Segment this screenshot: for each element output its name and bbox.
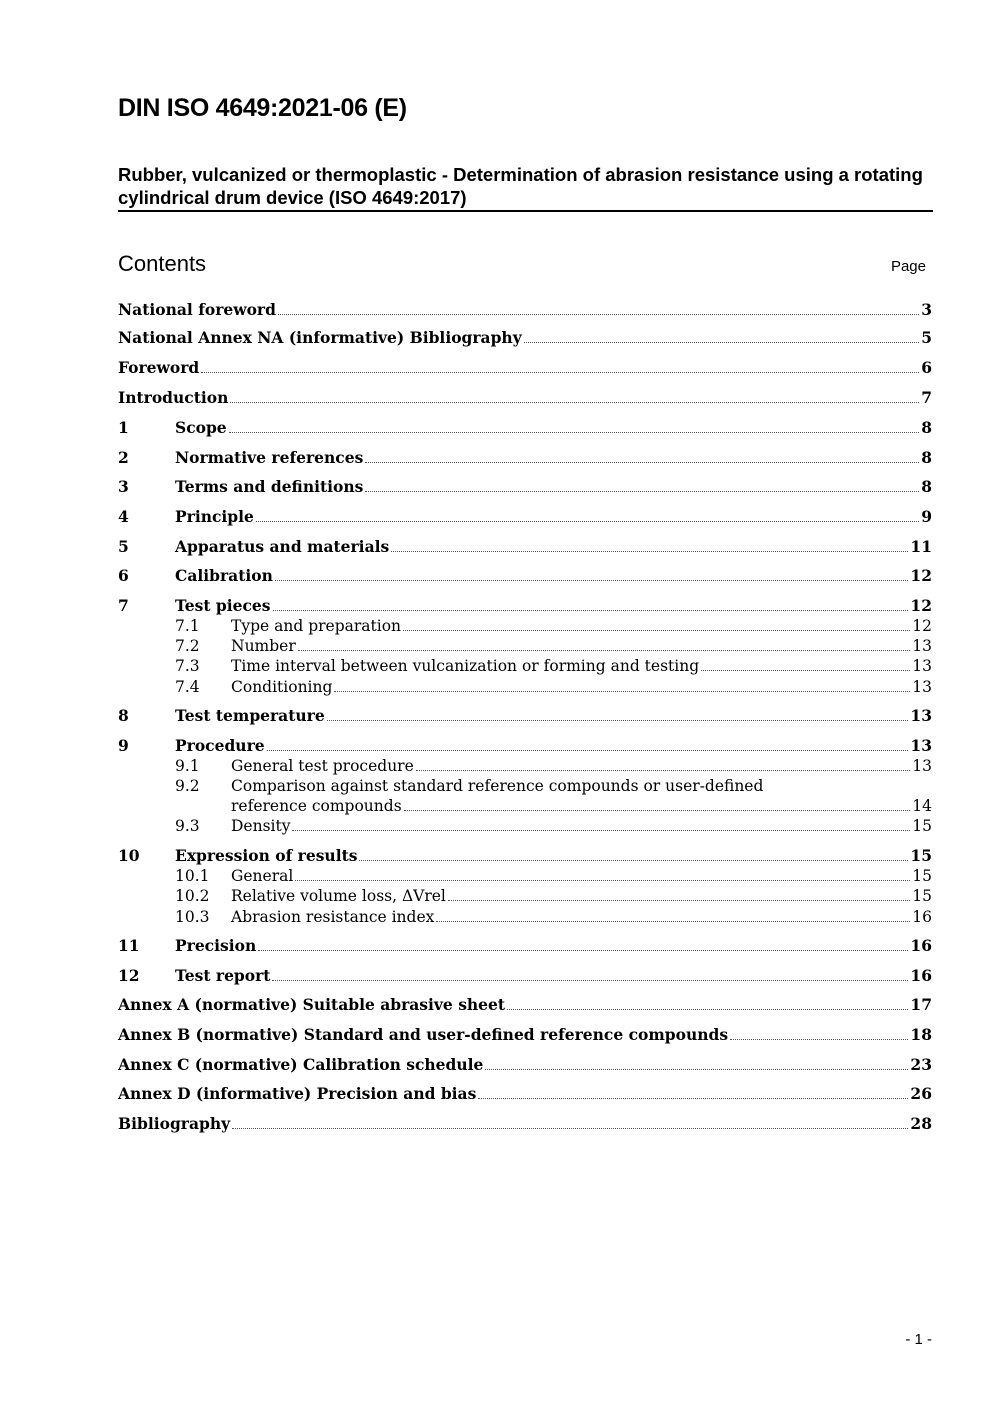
toc-entry-title: General xyxy=(231,867,294,885)
toc-entry-page: 15 xyxy=(910,846,932,865)
toc-entry-title: Precision xyxy=(175,936,257,955)
toc-entry-page: 12 xyxy=(912,617,932,635)
toc-entry-title: Annex B (normative) Standard and user-defined reference compounds xyxy=(118,1025,729,1044)
toc-entry-number: 2 xyxy=(118,448,129,467)
page-number-footer: - 1 - xyxy=(905,1331,932,1348)
toc-dot-leader xyxy=(478,1098,908,1099)
toc-dot-leader xyxy=(232,1128,908,1129)
toc-entry[interactable] xyxy=(118,537,932,557)
toc-dot-leader xyxy=(416,770,911,771)
toc-dot-leader xyxy=(272,980,908,981)
toc-entry-page: 12 xyxy=(910,566,932,585)
toc-entry-title: Type and preparation xyxy=(231,617,402,635)
toc-entry-title: Test report xyxy=(175,966,271,985)
toc-entry[interactable] xyxy=(118,477,932,497)
toc-entry[interactable] xyxy=(118,656,932,676)
toc-entry-page: 8 xyxy=(921,418,932,437)
toc-entry-number: 10 xyxy=(118,846,140,865)
toc-entry-page: 15 xyxy=(912,887,932,905)
toc-entry-title: Test temperature xyxy=(175,706,325,725)
toc-entry-page: 16 xyxy=(910,936,932,955)
toc-entry[interactable] xyxy=(118,776,932,796)
toc-entry-number: 6 xyxy=(118,566,129,585)
toc-entry-number: 5 xyxy=(118,537,129,556)
toc-entry-page: 18 xyxy=(910,1025,932,1044)
toc-entry-number: 7.1 xyxy=(175,617,200,635)
toc-entry-number: 12 xyxy=(118,966,140,985)
toc-dot-leader xyxy=(403,630,910,631)
toc-entry-page: 8 xyxy=(921,448,932,467)
toc-entry-title: reference compounds xyxy=(231,797,402,815)
toc-entry-page: 13 xyxy=(912,678,932,696)
toc-entry-title: Apparatus and materials xyxy=(175,537,390,556)
toc-entry-title: General test procedure xyxy=(231,757,414,775)
toc-entry[interactable] xyxy=(118,866,932,886)
page-column-label: Page xyxy=(890,258,926,275)
toc-entry[interactable] xyxy=(118,358,932,378)
toc-dot-leader xyxy=(507,1009,908,1010)
toc-entry-title: Terms and definitions xyxy=(175,477,364,496)
toc-entry-title: Annex C (normative) Calibration schedule xyxy=(118,1055,484,1074)
toc-entry-number: 9.3 xyxy=(175,817,200,835)
toc-entry-number: 9.1 xyxy=(175,757,200,775)
toc-entry-title: Relative volume loss, ΔVrel xyxy=(231,887,446,905)
toc-entry-title: Foreword xyxy=(118,358,200,377)
toc-entry[interactable] xyxy=(118,796,932,816)
toc-dot-leader xyxy=(391,551,908,552)
toc-entry-page: 17 xyxy=(910,995,932,1014)
toc-entry-page: 3 xyxy=(921,300,932,319)
toc-entry-page: 16 xyxy=(912,908,932,926)
toc-entry-title: Expression of results xyxy=(175,846,358,865)
toc-entry[interactable] xyxy=(118,1055,932,1075)
toc-dot-leader xyxy=(278,314,919,315)
toc-entry-page: 13 xyxy=(910,736,932,755)
toc-entry[interactable] xyxy=(118,636,932,656)
toc-entry-title: National foreword xyxy=(118,300,276,319)
toc-dot-leader xyxy=(258,950,908,951)
toc-entry[interactable] xyxy=(118,448,932,468)
toc-dot-leader xyxy=(229,432,920,433)
toc-entry-title: Procedure xyxy=(175,736,265,755)
toc-entry-title: Comparison against standard reference compounds or user-defined xyxy=(231,777,764,795)
toc-entry[interactable] xyxy=(118,846,932,866)
toc-entry-number: 3 xyxy=(118,477,129,496)
toc-entry[interactable] xyxy=(118,566,932,586)
toc-entry-number: 11 xyxy=(118,936,140,955)
toc-entry-page: 6 xyxy=(921,358,932,377)
toc-entry[interactable] xyxy=(118,418,932,438)
toc-entry-title: Calibration xyxy=(175,566,273,585)
toc-entry-page: 13 xyxy=(912,637,932,655)
toc-entry-number: 7.2 xyxy=(175,637,200,655)
toc-dot-leader xyxy=(201,372,919,373)
toc-dot-leader xyxy=(365,462,919,463)
toc-dot-leader xyxy=(327,720,909,721)
toc-dot-leader xyxy=(295,880,910,881)
toc-dot-leader xyxy=(267,750,909,751)
toc-entry-title: Normative references xyxy=(175,448,364,467)
toc-entry-title: Test pieces xyxy=(175,596,271,615)
toc-entry-page: 13 xyxy=(910,706,932,725)
toc-entry-number: 1 xyxy=(118,418,129,437)
toc-entry[interactable] xyxy=(118,677,932,697)
toc-entry-title: Conditioning xyxy=(231,678,333,696)
contents-heading: Contents xyxy=(118,251,207,276)
toc-entry-number: 10.3 xyxy=(175,908,210,926)
toc-entry-page: 5 xyxy=(921,328,932,347)
toc-entry-page: 15 xyxy=(912,867,932,885)
toc-entry[interactable] xyxy=(118,1025,932,1045)
document-subtitle: Rubber, vulcanized or thermoplastic - Determination of abrasion resistance using a rotating cylindrical drum device (ISO 4649:2017) xyxy=(118,163,933,212)
toc-entry[interactable] xyxy=(118,907,932,927)
toc-entry[interactable] xyxy=(118,886,932,906)
toc-entry-title: Bibliography xyxy=(118,1114,231,1133)
toc-entry-number: 4 xyxy=(118,507,129,526)
toc-entry-page: 28 xyxy=(910,1114,932,1133)
toc-entry-title: Number xyxy=(231,637,296,655)
toc-entry-title: Introduction xyxy=(118,388,229,407)
toc-entry[interactable] xyxy=(118,1084,932,1104)
toc-dot-leader xyxy=(365,491,919,492)
toc-entry[interactable] xyxy=(118,936,932,956)
toc-dot-leader xyxy=(485,1069,908,1070)
toc-entry-page: 13 xyxy=(912,757,932,775)
toc-dot-leader xyxy=(334,691,910,692)
toc-entry-number: 9 xyxy=(118,736,129,755)
toc-dot-leader xyxy=(701,670,910,671)
toc-entry-number: 7.3 xyxy=(175,657,200,675)
toc-entry-page: 8 xyxy=(921,477,932,496)
toc-entry[interactable] xyxy=(118,328,932,348)
toc-entry-page: 12 xyxy=(910,596,932,615)
toc-entry-title: National Annex NA (informative) Bibliography xyxy=(118,328,522,347)
toc-entry[interactable] xyxy=(118,616,932,636)
toc-entry[interactable] xyxy=(118,736,932,756)
toc-dot-leader xyxy=(298,650,911,651)
toc-entry[interactable] xyxy=(118,507,932,527)
toc-entry-page: 9 xyxy=(921,507,932,526)
toc-dot-leader xyxy=(275,580,909,581)
toc-entry-number: 8 xyxy=(118,706,129,725)
toc-dot-leader xyxy=(524,342,919,343)
toc-entry[interactable] xyxy=(118,388,932,408)
toc-dot-leader xyxy=(273,610,909,611)
toc-entry-page: 11 xyxy=(910,537,932,556)
toc-entry-page: 7 xyxy=(921,388,932,407)
toc-entry-page: 14 xyxy=(912,797,932,815)
toc-entry-title: Annex A (normative) Suitable abrasive sheet xyxy=(118,995,506,1014)
toc-entry-page: 13 xyxy=(912,657,932,675)
toc-entry-number: 10.1 xyxy=(175,867,210,885)
toc-entry[interactable] xyxy=(118,756,932,776)
toc-entry[interactable] xyxy=(118,300,932,320)
toc-dot-leader xyxy=(404,810,911,811)
toc-entry-number: 7 xyxy=(118,596,129,615)
toc-entry-title: Principle xyxy=(175,507,254,526)
toc-dot-leader xyxy=(256,521,919,522)
toc-entry[interactable] xyxy=(118,966,932,986)
toc-entry[interactable] xyxy=(118,816,932,836)
toc-dot-leader xyxy=(436,921,910,922)
toc-entry[interactable] xyxy=(118,706,932,726)
toc-entry-title: Time interval between vulcanization or forming and testing xyxy=(231,657,700,675)
toc-entry-title: Annex D (informative) Precision and bias xyxy=(118,1084,477,1103)
toc-entry-page: 26 xyxy=(910,1084,932,1103)
toc-dot-leader xyxy=(292,830,910,831)
toc-entry[interactable] xyxy=(118,1114,932,1134)
toc-dot-leader xyxy=(730,1039,908,1040)
toc-entry-page: 23 xyxy=(910,1055,932,1074)
toc-entry-page: 16 xyxy=(910,966,932,985)
toc-entry-title: Abrasion resistance index xyxy=(231,908,435,926)
toc-entry-number: 10.2 xyxy=(175,887,210,905)
toc-entry[interactable] xyxy=(118,995,932,1015)
toc-entry-title: Density xyxy=(231,817,291,835)
document-title: DIN ISO 4649:2021-06 (E) xyxy=(118,94,407,122)
toc-entry-title: Scope xyxy=(175,418,227,437)
toc-entry-number: 9.2 xyxy=(175,777,200,795)
toc-dot-leader xyxy=(230,402,919,403)
toc-entry-page: 15 xyxy=(912,817,932,835)
toc-entry-number: 7.4 xyxy=(175,678,200,696)
toc-entry[interactable] xyxy=(118,596,932,616)
toc-dot-leader xyxy=(359,860,908,861)
toc-dot-leader xyxy=(448,900,910,901)
